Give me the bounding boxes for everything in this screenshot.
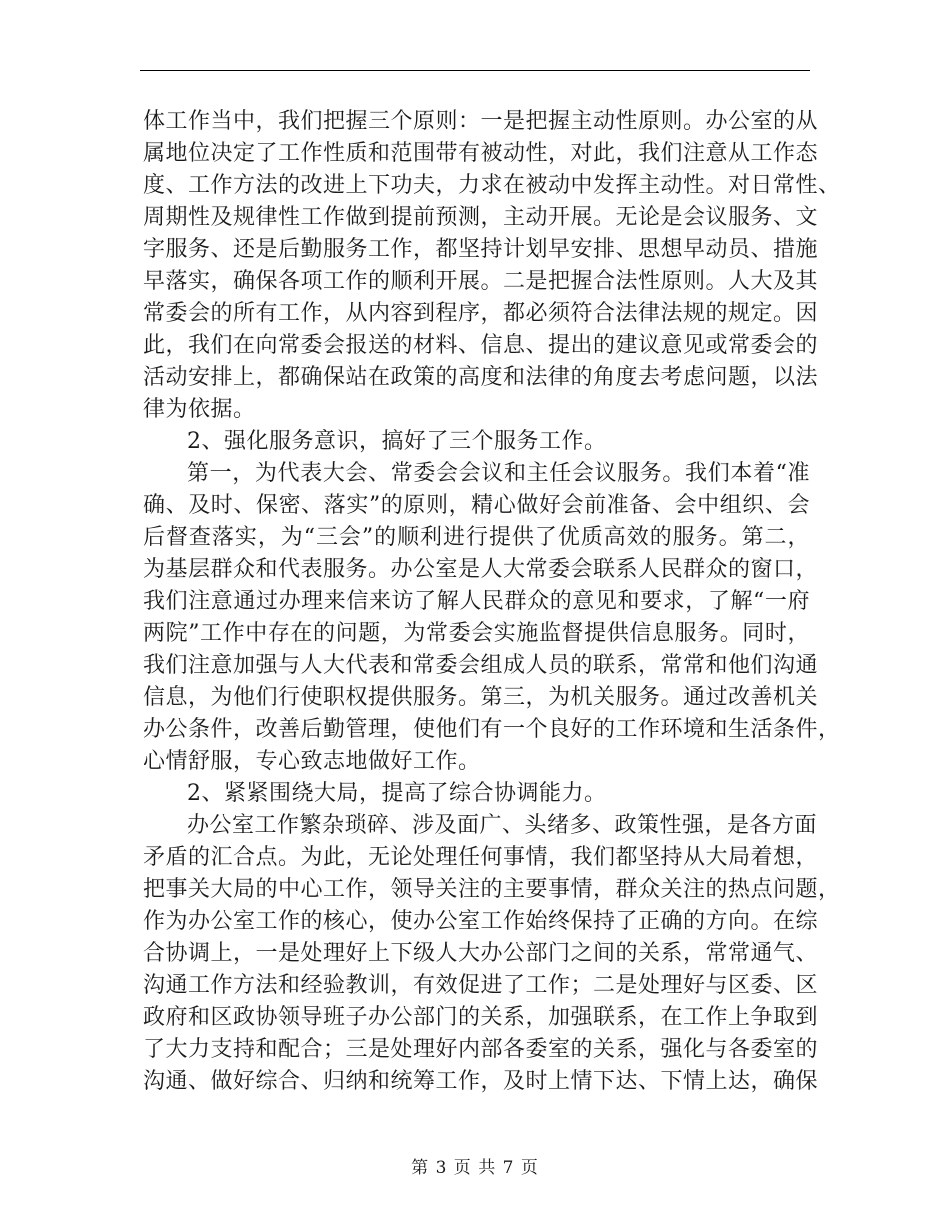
page-number: 第 3 页 共 7 页 <box>411 1158 539 1178</box>
text-line: 沟通、做好综合、归纳和统筹工作，及时上情下达、下情上达，确保 <box>143 1069 819 1094</box>
text-line: 活动安排上，都确保站在政策的高度和法律的角度去考虑问题，以法 <box>143 365 819 390</box>
text-line: 第一，为代表大会、常委会会议和主任会议服务。我们本着“准 <box>187 461 810 486</box>
text-line: 体工作当中，我们把握三个原则：一是把握主动性原则。办公室的从 <box>143 109 819 134</box>
text-line: 律为依据。 <box>143 397 256 422</box>
text-line: 办公室工作繁杂琐碎、涉及面广、头绪多、政策性强，是各方面 <box>187 813 818 838</box>
text-line: 周期性及规律性工作做到提前预测，主动开展。无论是会议服务、文 <box>143 205 819 230</box>
text-line: 早落实，确保各项工作的顺利开展。二是把握合法性原则。人大及其 <box>143 269 819 294</box>
text-line: 确、及时、保密、落实”的原则，精心做好会前准备、会中组织、会 <box>143 493 810 518</box>
text-line: 两院”工作中存在的问题，为常委会实施监督提供信息服务。同时， <box>143 621 810 646</box>
text-line: 了大力支持和配合；三是处理好内部各委室的关系，强化与各委室的 <box>143 1037 819 1062</box>
text-line: 信息，为他们行使职权提供服务。第三，为机关服务。通过改善机关 <box>143 685 819 710</box>
text-line: 后督查落实，为“三会”的顺利进行提供了优质高效的服务。第二， <box>143 525 810 550</box>
text-line: 作为办公室工作的核心，使办公室工作始终保持了正确的方向。在综 <box>143 909 819 934</box>
text-line: 此，我们在向常委会报送的材料、信息、提出的建议意见或常委会的 <box>143 333 819 358</box>
document-body <box>143 106 841 1098</box>
header-rule <box>140 70 810 71</box>
text-line: 合协调上，一是处理好上下级人大办公部门之间的关系，常常通气、 <box>143 941 819 966</box>
text-line: 为基层群众和代表服务。办公室是人大常委会联系人民群众的窗口， <box>143 557 819 582</box>
text-line: 把事关大局的中心工作，领导关注的主要事情，群众关注的热点问题， <box>143 877 841 902</box>
text-line: 政府和区政协领导班子办公部门的关系，加强联系，在工作上争取到 <box>143 1005 819 1030</box>
text-line: 心情舒服，专心致志地做好工作。 <box>143 749 481 774</box>
text-line: 2、紧紧围绕大局，提高了综合协调能力。 <box>187 781 607 806</box>
text-line: 办公条件，改善后勤管理，使他们有一个良好的工作环境和生活条件， <box>143 717 841 742</box>
text-line: 我们注意通过办理来信来访了解人民群众的意见和要求，了解“一府 <box>143 589 810 614</box>
text-line: 度、工作方法的改进上下功夫，力求在被动中发挥主动性。对日常性、 <box>143 173 841 198</box>
text-line: 矛盾的汇合点。为此，无论处理任何事情，我们都坚持从大局着想， <box>143 845 819 870</box>
text-line: 我们注意加强与人大代表和常委会组成人员的联系，常常和他们沟通 <box>143 653 819 678</box>
text-line: 2、强化服务意识，搞好了三个服务工作。 <box>187 429 607 454</box>
text-line: 沟通工作方法和经验教训，有效促进了工作；二是处理好与区委、区 <box>143 973 819 998</box>
text-line: 字服务、还是后勤服务工作，都坚持计划早安排、思想早动员、措施 <box>143 237 819 262</box>
text-line: 常委会的所有工作，从内容到程序，都必须符合法律法规的规定。因 <box>143 301 819 326</box>
text-line: 属地位决定了工作性质和范围带有被动性，对此，我们注意从工作态 <box>143 141 819 166</box>
